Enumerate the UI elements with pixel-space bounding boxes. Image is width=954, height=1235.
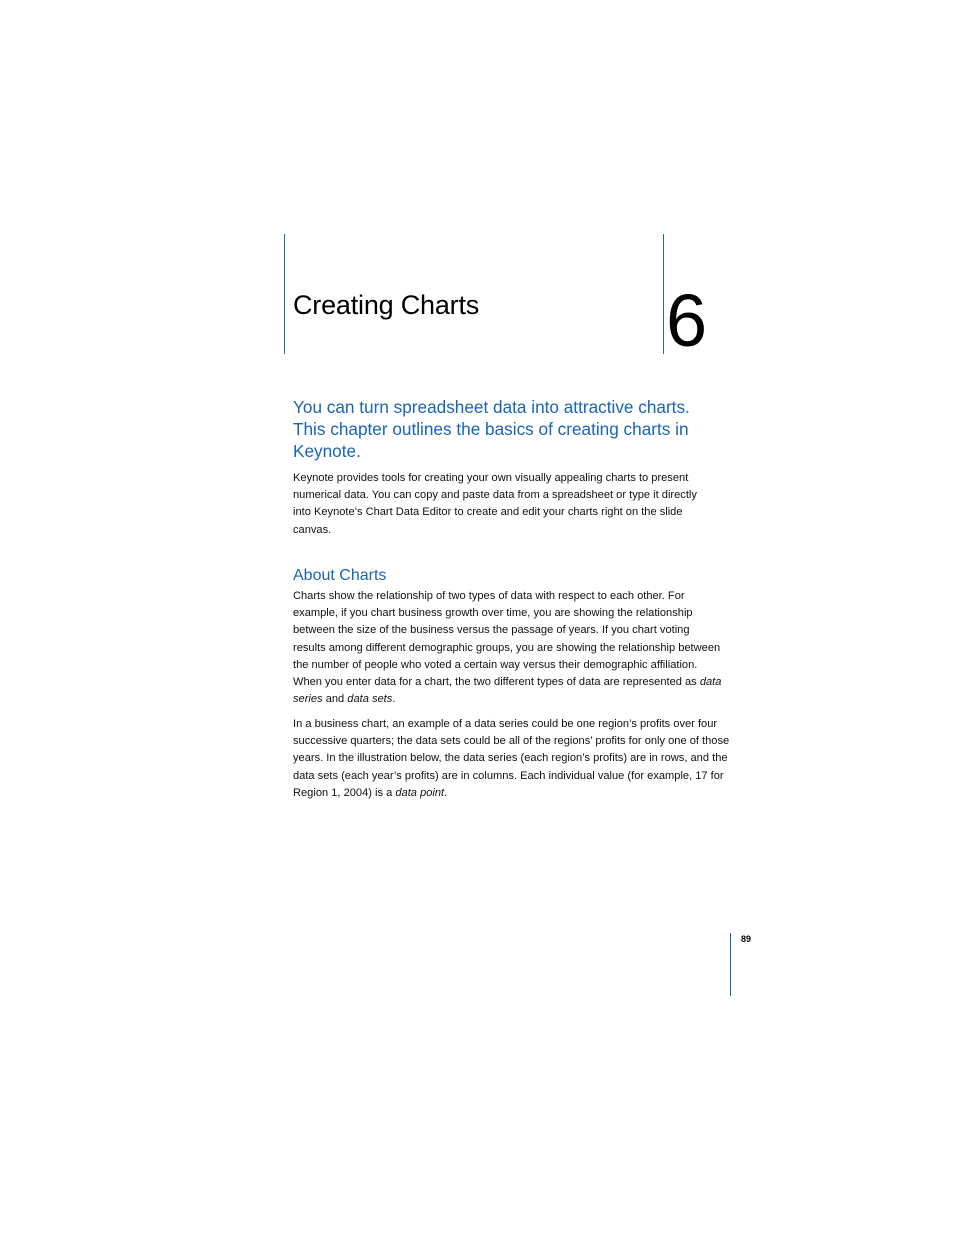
chapter-rule-right: [663, 234, 664, 354]
paragraph-text: Charts show the relationship of two types of data with respect to each other. For example, if you chart business growth over time, you are showing the relationship between the size of the business versus the passage of years. If you chart voting results among different demographic groups, you are showing the relationship between the number of people who voted a certain way versus their demographic affiliation. When you enter data for a chart, the two different types of data are represented as: [293, 590, 721, 689]
chapter-number: 6: [666, 279, 708, 362]
paragraph-connector: and: [325, 693, 345, 706]
term-data-sets: data sets: [347, 693, 393, 706]
page-number: 89: [741, 934, 752, 944]
section-paragraph-2: [293, 716, 730, 802]
paragraph-text: In a business chart, an example of a data series could be one region’s profits over four successive quarters; the data sets could be all of the regions’ profits for only one of those years. In the illustration below, the data series (each region’s profits) are in rows, and the data sets (each year’s profits) are in columns. Each individual value (for example, 17 for Region 1, 2004) is a: [293, 718, 730, 799]
chapter-title: Creating Charts: [293, 290, 480, 320]
section-heading: About Charts: [293, 567, 387, 584]
paragraph-end: .: [392, 693, 396, 706]
paragraph-end: .: [444, 786, 448, 799]
section-paragraph-1: [293, 588, 723, 708]
chapter-rule-left: [284, 234, 285, 354]
footer-rule: [730, 933, 731, 996]
term-data-point: data point: [395, 786, 445, 799]
term-data-series: data series: [293, 676, 722, 706]
intro-paragraph: Keynote provides tools for creating your own visually appealing charts to present numerical data. You can copy and paste data from a spreadsheet or type it directly into Keynote’s Chart Data Editor to create and edit your charts right on the slide canvas.: [293, 472, 697, 536]
chapter-intro: You can turn spreadsheet data into attractive charts. This chapter outlines the basics of creating charts in Keynote.: [293, 397, 690, 461]
